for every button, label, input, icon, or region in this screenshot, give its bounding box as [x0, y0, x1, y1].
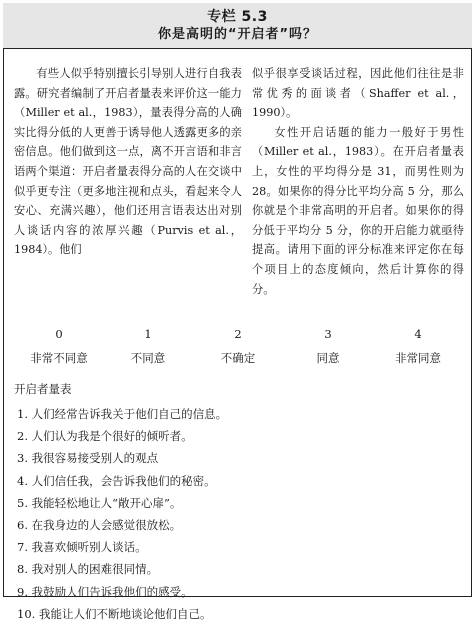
scale-label: 不确定: [220, 351, 256, 365]
list-item: 5. 我能轻松地让人“敞开心扉”。: [17, 495, 182, 510]
rating-scale: [0, 326, 476, 366]
body-paragraph-1: 有些人似乎特别擅长引导别人进行自我表露。研究者编制了开启者量表来评价这一能力（Miller et al.，1983），量表得分高的人确实比得分低的人更善于诱导他人透露更多的亲密信息。他们做到这一点，离不开言语和非言语两个渠道：开启者量表得分高的人在交谈中似乎更专注（更多地注视和点头，看起来令人安心、充满兴趣），他们还用言语表达出对别人谈话内容的浓厚兴趣（Purvis et al.，1984）。他们: [14, 67, 242, 257]
opener-scale-list: [14, 380, 454, 625]
list-item: 3. 我很容易接受别人的观点: [17, 451, 159, 466]
list-item: 10. 我能让人们不断地谈论他们自己。: [17, 606, 212, 621]
scale-option: [19, 326, 99, 366]
box-subtitle: 你是高明的“开启者”吗？: [157, 27, 318, 42]
box-header: [3, 3, 472, 49]
list-title: 开启者量表: [14, 382, 72, 396]
list-item: 7. 我喜欢倾听别人谈话。: [17, 540, 147, 555]
list-item: 8. 我对别人的困难很同情。: [17, 562, 159, 577]
body-paragraph-2: 女性开启话题的能力一般好于男性（Miller et al.，1983）。在开启者量表上，女性的平均得分是 31，而男性则为 28。如果你的得分比平均分高 5 分，那么你就是个非常高明的开启者。如果你的得分低于平均分 5 分，你的开启能力就亟待提高。请用下面的评分标准来评定你在每个项目上的态度倾向，然后计算你的得分。: [252, 125, 464, 296]
scale-value: 3: [324, 327, 332, 341]
scale-label: 非常同意: [395, 351, 441, 365]
scale-label: 不同意: [130, 351, 166, 365]
list-item: 9. 我鼓励人们告诉我他们的感受。: [17, 584, 193, 599]
scale-option: [198, 326, 278, 366]
scale-option: [108, 326, 188, 366]
scale-label: 非常不同意: [30, 351, 88, 365]
scale-option: [288, 326, 368, 366]
list-item: 1. 人们经常告诉我关于他们自己的信息。: [17, 407, 228, 421]
scale-value: 2: [234, 327, 242, 341]
scale-value: 0: [55, 327, 63, 341]
right-column: [252, 64, 464, 299]
list-item: 4. 人们信任我，会告诉我他们的秘密。: [17, 473, 216, 488]
scale-value: 4: [414, 327, 422, 341]
body-paragraph-1-continued: 似乎很享受谈话过程，因此他们往往是非常优秀的面谈者（Shaffer et al.，1990）。: [252, 67, 464, 120]
scale-label: 同意: [316, 351, 340, 365]
scale-value: 1: [144, 327, 152, 341]
column-title: 专栏 5.3: [207, 9, 268, 25]
left-column: [14, 64, 242, 260]
list-item: 6. 在我身边的人会感觉很放松。: [17, 518, 182, 533]
scale-option: [378, 326, 458, 366]
list-item: 2. 人们认为我是个很好的倾听者。: [17, 429, 193, 444]
